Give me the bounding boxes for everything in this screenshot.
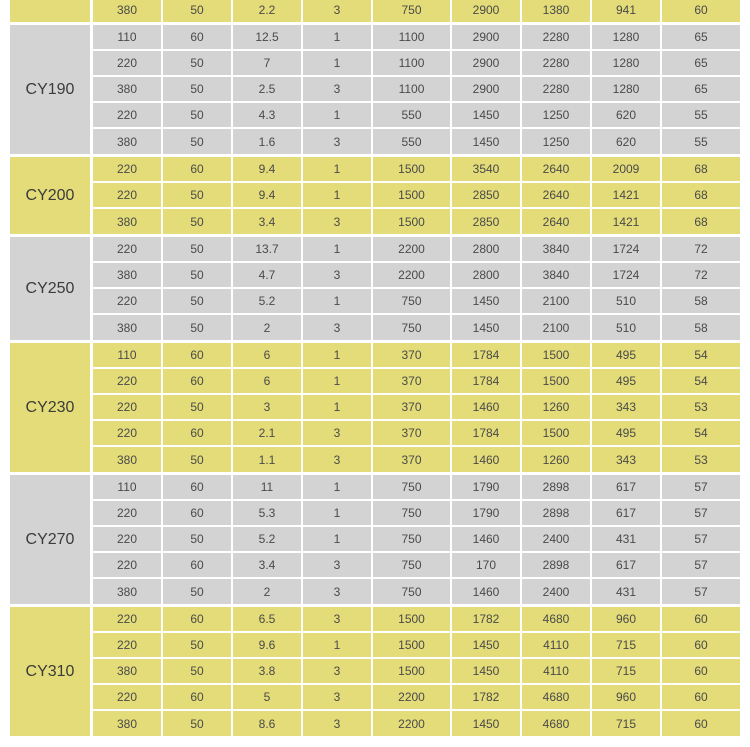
table-cell: 2400 (522, 579, 592, 604)
table-cell: 220 (93, 527, 163, 551)
model-name: CY270 (10, 475, 93, 604)
table-cell: 1450 (452, 129, 522, 154)
table-cell: 110 (93, 475, 163, 499)
table-cell: 3 (303, 263, 373, 287)
table-row (93, 343, 740, 369)
table-cell: 2.5 (233, 77, 303, 101)
table-cell: 50 (163, 527, 233, 551)
table-cell: 1 (303, 237, 373, 261)
table-cell: 65 (694, 82, 708, 96)
table-cell: 68 (694, 188, 708, 202)
table-cell: 1500 (373, 607, 452, 631)
table-cell: 2100 (522, 289, 592, 313)
table-row (93, 289, 740, 315)
table-cell: 1 (303, 157, 373, 181)
table-cell: 1500 (373, 659, 452, 683)
model-group (10, 25, 740, 157)
table-cell: 960 (592, 607, 662, 631)
table-row (93, 25, 740, 51)
table-cell: 9.4 (233, 183, 303, 207)
table-cell: 750 (373, 0, 452, 22)
table-cell: 2640 (522, 209, 592, 234)
table-cell: 2850 (452, 183, 522, 207)
table-cell: 50 (163, 51, 233, 75)
table-cell: 2898 (522, 553, 592, 577)
table-cell: 2640 (522, 157, 592, 181)
table-cell: 1421 (592, 209, 662, 234)
table-cell: 495 (592, 343, 662, 367)
table-cell: 2800 (452, 263, 522, 287)
table-cell: 3 (303, 711, 373, 736)
table-cell: 3 (303, 209, 373, 234)
table-cell: 60 (163, 25, 233, 49)
table-cell: 380 (93, 0, 163, 22)
table-cell: 12.5 (233, 25, 303, 49)
table-cell: 220 (93, 633, 163, 657)
table-cell: 617 (592, 553, 662, 577)
table-cell: 220 (93, 501, 163, 525)
table-cell: 54 (694, 348, 708, 362)
table-row (93, 579, 740, 604)
table-cell: 1450 (452, 315, 522, 340)
table-cell: 550 (373, 129, 452, 154)
table-cell: 58 (694, 320, 708, 335)
table-cell: 5.3 (233, 501, 303, 525)
table-cell: 1100 (373, 25, 452, 49)
table-row (93, 659, 740, 685)
table-cell: 50 (163, 659, 233, 683)
table-cell: 9.6 (233, 633, 303, 657)
table-row (93, 315, 740, 340)
table-cell: 1500 (522, 421, 592, 445)
table-cell: 1784 (452, 343, 522, 367)
table-cell: 380 (93, 263, 163, 287)
table-cell: 370 (373, 395, 452, 419)
table-cell: 3 (303, 421, 373, 445)
table-cell: 431 (592, 579, 662, 604)
table-cell: 510 (592, 289, 662, 313)
table-cell: 3 (303, 579, 373, 604)
table-cell: 60 (163, 607, 233, 631)
table-cell: 60 (163, 501, 233, 525)
table-row (93, 369, 740, 395)
table-cell: 3.4 (233, 553, 303, 577)
model-group (10, 475, 740, 607)
table-row (93, 527, 740, 553)
table-row (93, 103, 740, 129)
table-cell: 60 (694, 690, 708, 704)
table-cell: 54 (694, 426, 708, 440)
table-cell: 715 (592, 659, 662, 683)
model-group (10, 157, 740, 237)
table-cell: 5.2 (233, 289, 303, 313)
table-cell: 2 (233, 579, 303, 604)
model-name: CY200 (10, 157, 93, 234)
model-name: CY250 (10, 237, 93, 340)
table-cell: 1 (303, 103, 373, 127)
table-cell: 2800 (452, 237, 522, 261)
table-cell: 53 (694, 400, 708, 414)
table-cell: 380 (93, 659, 163, 683)
table-cell: 60 (163, 369, 233, 393)
spec-table (10, 0, 740, 739)
model-name: CY230 (10, 343, 93, 472)
table-cell: 1380 (522, 0, 592, 22)
table-cell: 620 (592, 129, 662, 154)
table-cell: 715 (592, 711, 662, 736)
table-row (93, 157, 740, 183)
table-cell: 50 (163, 579, 233, 604)
table-cell: 220 (93, 183, 163, 207)
table-row (93, 633, 740, 659)
table-cell: 750 (373, 315, 452, 340)
table-cell: 1782 (452, 607, 522, 631)
table-cell: 1500 (373, 157, 452, 181)
model-name: CY190 (10, 25, 93, 154)
table-cell: 4680 (522, 607, 592, 631)
table-cell: 1250 (522, 103, 592, 127)
table-cell: 3 (303, 0, 373, 22)
table-cell: 50 (163, 447, 233, 472)
table-row (93, 685, 740, 711)
table-cell: 5 (233, 685, 303, 709)
table-cell: 370 (373, 421, 452, 445)
table-cell: 60 (163, 685, 233, 709)
table-cell: 68 (694, 214, 708, 229)
table-cell: 1 (303, 183, 373, 207)
table-cell: 1 (303, 527, 373, 551)
table-row (93, 0, 740, 22)
table-cell: 3 (303, 607, 373, 631)
table-cell: 1784 (452, 369, 522, 393)
table-cell: 110 (93, 25, 163, 49)
table-cell: 1.1 (233, 447, 303, 472)
table-cell: 750 (373, 579, 452, 604)
table-cell: 550 (373, 103, 452, 127)
table-cell: 2200 (373, 685, 452, 709)
table-cell: 3 (303, 77, 373, 101)
table-row (93, 263, 740, 289)
table-cell: 170 (452, 553, 522, 577)
table-cell: 1 (303, 395, 373, 419)
table-cell: 1280 (592, 77, 662, 101)
table-cell: 1100 (373, 77, 452, 101)
model-group (10, 343, 740, 475)
table-cell: 2900 (452, 77, 522, 101)
table-cell: 9.4 (233, 157, 303, 181)
table-cell: 2100 (522, 315, 592, 340)
table-cell: 3.8 (233, 659, 303, 683)
table-cell: 750 (373, 501, 452, 525)
table-cell: 1 (303, 289, 373, 313)
table-cell: 60 (694, 664, 708, 678)
table-cell: 65 (694, 30, 708, 44)
table-cell: 1790 (452, 501, 522, 525)
table-cell: 1260 (522, 447, 592, 472)
table-cell: 110 (93, 343, 163, 367)
table-cell: 1500 (522, 369, 592, 393)
table-cell: 2200 (373, 237, 452, 261)
table-cell: 1100 (373, 51, 452, 75)
table-cell: 617 (592, 475, 662, 499)
table-cell: 220 (93, 157, 163, 181)
table-cell: 2200 (373, 263, 452, 287)
table-cell: 495 (592, 369, 662, 393)
table-cell: 1724 (592, 263, 662, 287)
table-cell: 380 (93, 77, 163, 101)
table-cell: 1724 (592, 237, 662, 261)
table-cell: 1421 (592, 183, 662, 207)
table-cell: 54 (694, 374, 708, 388)
table-cell: 6 (233, 369, 303, 393)
table-cell: 1250 (522, 129, 592, 154)
table-cell: 220 (93, 395, 163, 419)
table-cell: 8.6 (233, 711, 303, 736)
table-row (93, 553, 740, 579)
table-cell: 220 (93, 685, 163, 709)
table-cell: 380 (93, 129, 163, 154)
table-cell: 1280 (592, 51, 662, 75)
table-cell: 11 (233, 475, 303, 499)
table-cell: 2640 (522, 183, 592, 207)
table-cell: 1500 (373, 633, 452, 657)
table-cell: 1784 (452, 421, 522, 445)
table-cell: 60 (694, 638, 708, 652)
table-cell: 3 (233, 395, 303, 419)
table-cell: 1500 (373, 209, 452, 234)
table-cell: 50 (163, 395, 233, 419)
table-cell: 57 (694, 558, 708, 572)
table-cell: 58 (694, 294, 708, 308)
table-cell: 2898 (522, 475, 592, 499)
table-cell: 6 (233, 343, 303, 367)
table-cell: 2850 (452, 209, 522, 234)
table-cell: 50 (163, 129, 233, 154)
table-cell: 4680 (522, 685, 592, 709)
table-cell: 2898 (522, 501, 592, 525)
table-cell: 1782 (452, 685, 522, 709)
table-cell: 510 (592, 315, 662, 340)
table-cell: 220 (93, 289, 163, 313)
table-cell: 6.5 (233, 607, 303, 631)
table-row (93, 501, 740, 527)
table-cell: 380 (93, 447, 163, 472)
model-name: CY310 (10, 607, 93, 736)
table-cell: 57 (694, 532, 708, 546)
table-cell: 55 (694, 108, 708, 122)
table-cell: 4.3 (233, 103, 303, 127)
table-cell: 3 (303, 553, 373, 577)
table-cell: 2 (233, 315, 303, 340)
table-cell: 4110 (522, 659, 592, 683)
table-cell: 65 (694, 56, 708, 70)
table-cell: 2009 (592, 157, 662, 181)
table-row (93, 237, 740, 263)
table-cell: 1450 (452, 103, 522, 127)
table-cell: 60 (163, 157, 233, 181)
table-cell: 380 (93, 315, 163, 340)
table-cell: 750 (373, 527, 452, 551)
table-cell: 7 (233, 51, 303, 75)
table-cell: 380 (93, 209, 163, 234)
table-cell: 1450 (452, 289, 522, 313)
table-cell: 2.1 (233, 421, 303, 445)
table-cell: 4110 (522, 633, 592, 657)
table-cell: 1 (303, 51, 373, 75)
table-cell: 57 (694, 584, 708, 599)
table-cell: 1 (303, 501, 373, 525)
table-cell: 1500 (522, 343, 592, 367)
table-cell: 1450 (452, 711, 522, 736)
table-cell: 1260 (522, 395, 592, 419)
table-cell: 1500 (373, 183, 452, 207)
table-cell: 1280 (592, 25, 662, 49)
table-cell: 1460 (452, 527, 522, 551)
table-cell: 1460 (452, 579, 522, 604)
table-row (93, 51, 740, 77)
table-cell: 57 (694, 480, 708, 494)
table-cell: 960 (592, 685, 662, 709)
table-cell: 941 (592, 0, 662, 22)
table-cell: 1460 (452, 447, 522, 472)
table-row (93, 129, 740, 154)
table-cell: 13.7 (233, 237, 303, 261)
table-row (93, 77, 740, 103)
model-group (10, 607, 740, 739)
table-cell: 3540 (452, 157, 522, 181)
table-cell: 380 (93, 579, 163, 604)
table-cell: 1 (303, 633, 373, 657)
table-cell: 220 (93, 369, 163, 393)
table-row (93, 607, 740, 633)
table-row (93, 711, 740, 736)
table-cell: 60 (163, 343, 233, 367)
table-cell: 1 (303, 369, 373, 393)
table-cell: 50 (163, 183, 233, 207)
table-cell: 4680 (522, 711, 592, 736)
table-cell: 50 (163, 711, 233, 736)
table-cell: 53 (694, 452, 708, 467)
table-cell: 1450 (452, 659, 522, 683)
table-cell: 50 (163, 103, 233, 127)
table-cell: 3 (303, 685, 373, 709)
model-group (10, 0, 740, 25)
table-row (93, 475, 740, 501)
table-cell: 3 (303, 659, 373, 683)
table-cell: 50 (163, 237, 233, 261)
table-cell: 2280 (522, 77, 592, 101)
table-cell: 2900 (452, 0, 522, 22)
table-cell: 3 (303, 447, 373, 472)
table-cell: 2400 (522, 527, 592, 551)
table-cell: 2200 (373, 711, 452, 736)
table-cell: 750 (373, 289, 452, 313)
table-cell: 343 (592, 447, 662, 472)
table-cell: 220 (93, 607, 163, 631)
table-cell: 2280 (522, 25, 592, 49)
table-cell: 57 (694, 506, 708, 520)
model-group (10, 237, 740, 343)
table-cell: 60 (163, 421, 233, 445)
table-row (93, 447, 740, 472)
table-cell: 370 (373, 447, 452, 472)
table-cell: 50 (163, 77, 233, 101)
table-cell: 3840 (522, 237, 592, 261)
table-cell: 1.6 (233, 129, 303, 154)
table-cell: 50 (163, 633, 233, 657)
table-cell: 620 (592, 103, 662, 127)
table-cell: 60 (163, 475, 233, 499)
table-cell: 3 (303, 315, 373, 340)
table-cell: 1450 (452, 633, 522, 657)
table-cell: 3.4 (233, 209, 303, 234)
table-cell: 50 (163, 0, 233, 22)
table-cell: 50 (163, 209, 233, 234)
model-name (10, 0, 93, 22)
table-row (93, 421, 740, 447)
table-cell: 343 (592, 395, 662, 419)
table-cell: 2900 (452, 51, 522, 75)
table-cell: 4.7 (233, 263, 303, 287)
table-cell: 60 (694, 716, 708, 731)
table-cell: 220 (93, 421, 163, 445)
table-cell: 370 (373, 369, 452, 393)
table-cell: 220 (93, 237, 163, 261)
table-cell: 3 (303, 129, 373, 154)
table-cell: 750 (373, 553, 452, 577)
table-cell: 50 (163, 315, 233, 340)
table-cell: 2280 (522, 51, 592, 75)
table-cell: 617 (592, 501, 662, 525)
table-cell: 50 (163, 289, 233, 313)
table-cell: 2900 (452, 25, 522, 49)
table-cell: 72 (694, 242, 708, 256)
table-cell: 55 (694, 134, 708, 149)
table-cell: 1 (303, 25, 373, 49)
table-cell: 715 (592, 633, 662, 657)
table-cell: 750 (373, 475, 452, 499)
table-cell: 431 (592, 527, 662, 551)
table-cell: 2.2 (233, 0, 303, 22)
table-cell: 3840 (522, 263, 592, 287)
table-cell: 220 (93, 103, 163, 127)
table-cell: 1 (303, 475, 373, 499)
table-cell: 72 (694, 268, 708, 282)
table-cell: 220 (93, 553, 163, 577)
table-cell: 1790 (452, 475, 522, 499)
table-row (93, 183, 740, 209)
table-cell: 60 (163, 553, 233, 577)
table-cell: 370 (373, 343, 452, 367)
table-cell: 220 (93, 51, 163, 75)
table-cell: 1 (303, 343, 373, 367)
table-cell: 380 (93, 711, 163, 736)
table-cell: 60 (694, 612, 708, 626)
table-cell: 50 (163, 263, 233, 287)
table-cell: 5.2 (233, 527, 303, 551)
table-cell: 495 (592, 421, 662, 445)
table-cell: 1460 (452, 395, 522, 419)
table-row (93, 209, 740, 234)
table-cell: 68 (694, 162, 708, 176)
table-cell: 60 (694, 2, 708, 17)
table-row (93, 395, 740, 421)
